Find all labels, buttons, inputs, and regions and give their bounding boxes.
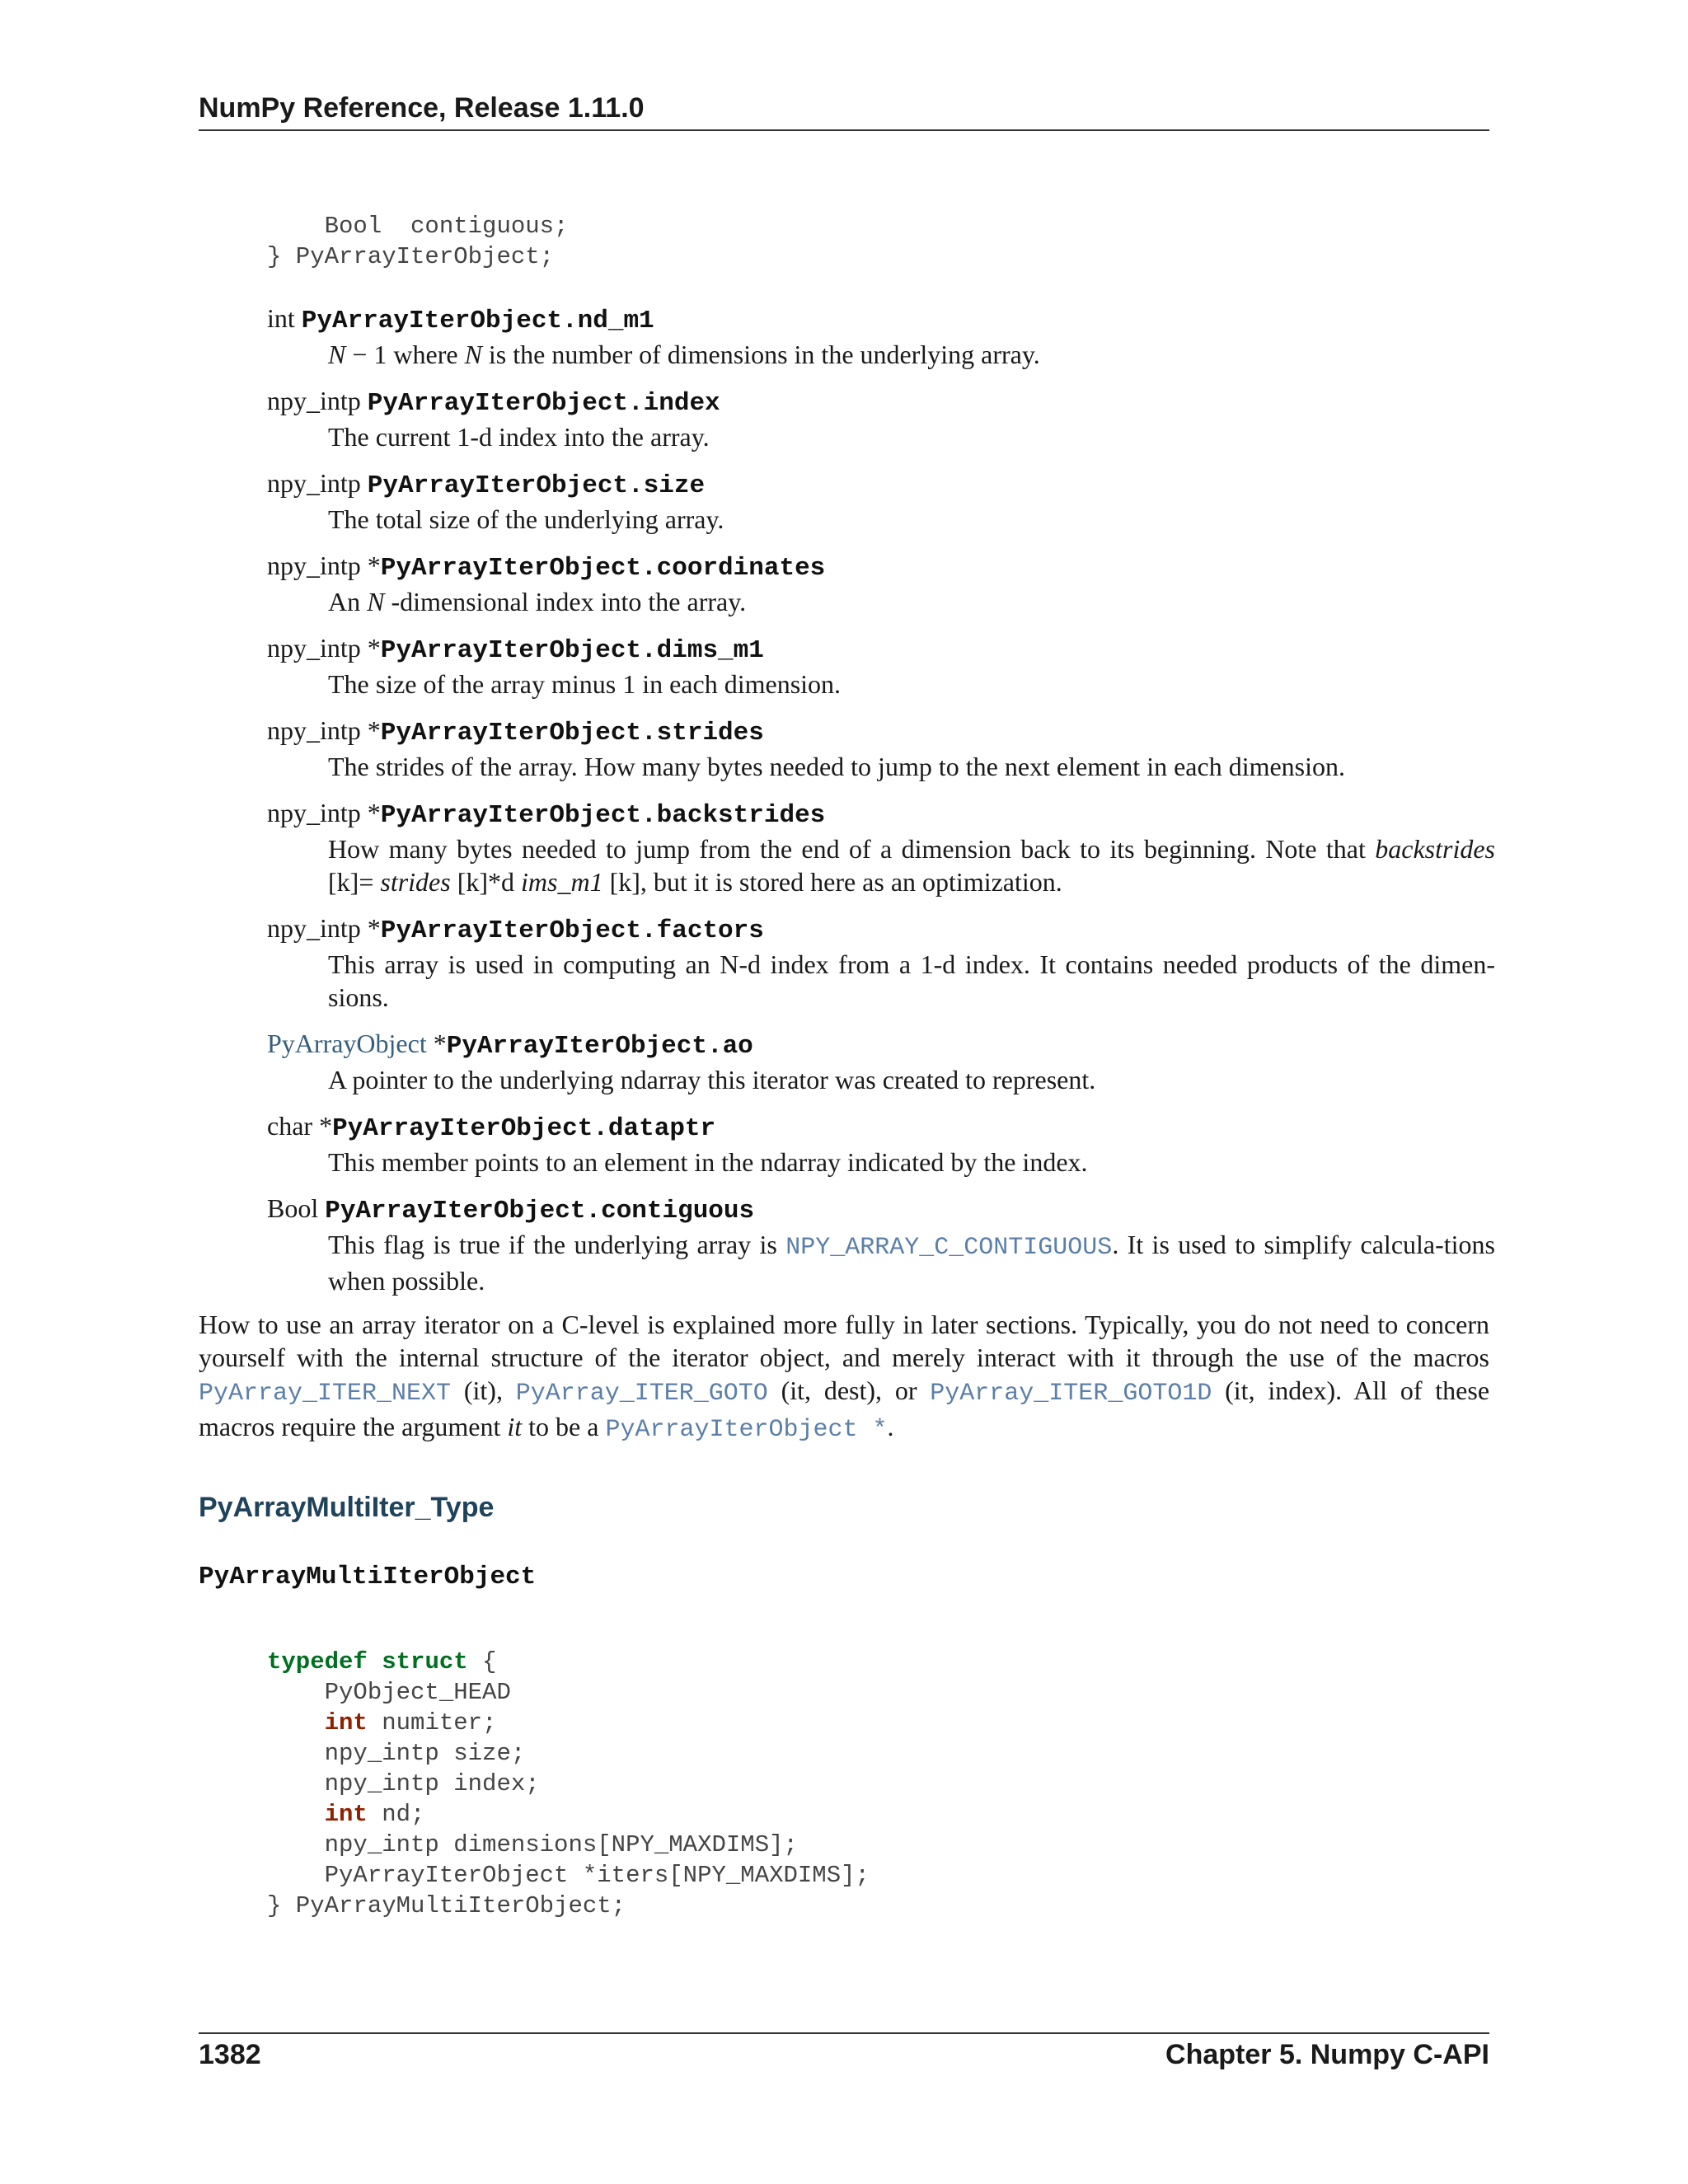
desc-text: [k], but it is stored here as an optimization. — [603, 867, 1062, 897]
code-line: npy_intp index; — [267, 1770, 540, 1797]
member-type: npy_intp — [267, 551, 361, 580]
member-ao — [267, 1027, 1495, 1096]
code-line: Bool contiguous; — [267, 213, 569, 240]
member-factors — [267, 912, 1495, 1014]
member-name: PyArrayIterObject.nd_m1 — [301, 307, 654, 335]
member-type: npy_intp — [267, 386, 361, 415]
member-description: The current 1-d index into the array. — [328, 422, 710, 452]
page-number: 1382 — [199, 2039, 261, 2070]
member-name: PyArrayIterObject.ao — [446, 1032, 753, 1061]
member-signature — [267, 714, 1495, 750]
member-signature — [267, 796, 1495, 832]
para-text: (it, index). All of these macros require the argument — [199, 1376, 1490, 1441]
member-type: npy_intp — [267, 715, 361, 745]
code-text: numiter; — [367, 1709, 497, 1736]
member-nd-m1 — [267, 302, 1495, 371]
member-type: npy_intp — [267, 633, 361, 663]
member-backstrides — [267, 796, 1495, 898]
keyword-struct: struct — [382, 1648, 468, 1675]
desc-text: How many bytes needed to jump from the end of a dimension back to its beginning. Note that — [328, 834, 1376, 864]
member-description: The total size of the underlying array. — [328, 504, 724, 534]
math-var: N — [464, 340, 482, 369]
header-rule — [199, 129, 1489, 131]
desc-emphasis: backstrides — [1375, 834, 1495, 864]
code-text: { — [467, 1648, 497, 1675]
member-name: PyArrayIterObject.strides — [380, 719, 764, 748]
member-type: char — [267, 1111, 313, 1141]
desc-text: − 1 where — [345, 340, 465, 369]
desc-emphasis: strides — [380, 867, 451, 897]
member-type: Bool — [267, 1193, 319, 1223]
desc-text: [k]= — [328, 867, 381, 897]
desc-text: -dimensional index into the array. — [384, 587, 747, 616]
member-description: The strides of the array. How many bytes needed to jump to the next element in each dimension. — [328, 752, 1346, 781]
pointer-star: * — [319, 1111, 333, 1141]
macro-link-iter-next[interactable]: PyArray_ITER_NEXT — [199, 1380, 452, 1408]
member-description — [328, 338, 1495, 371]
keyword-int: int — [324, 1801, 368, 1828]
member-signature — [267, 466, 1495, 503]
code-line: npy_intp size; — [267, 1740, 526, 1767]
desc-text: . It is used to simplify calcula-tions when possible. — [328, 1230, 1496, 1296]
pointer-star: * — [367, 633, 381, 663]
member-name: PyArrayIterObject.index — [367, 389, 720, 418]
member-name: PyArrayIterObject.backstrides — [380, 801, 826, 830]
para-text: to be a — [522, 1412, 606, 1441]
desc-text: is the number of dimensions in the underlying array. — [481, 340, 1040, 369]
member-description: This member points to an element in the ndarray indicated by the index. — [328, 1147, 1088, 1177]
para-text: . — [887, 1412, 894, 1441]
member-signature — [267, 1109, 1495, 1146]
type-name: PyArrayMultiIterObject — [199, 1563, 537, 1591]
member-name: PyArrayIterObject.coordinates — [380, 554, 826, 583]
desc-text: [k]*d — [450, 867, 522, 897]
type-link[interactable]: PyArrayObject — [267, 1029, 427, 1058]
member-type: npy_intp — [267, 468, 361, 498]
section-heading[interactable]: PyArrayMultiIter_Type — [199, 1492, 495, 1523]
keyword-int: int — [324, 1709, 368, 1736]
code-text: nd; — [367, 1801, 425, 1828]
para-text: (it), — [451, 1376, 516, 1405]
member-description: This array is used in computing an N-d index from a 1-d index. It contains needed products of the dimen-sions. — [328, 949, 1495, 1012]
member-signature — [267, 1192, 1495, 1228]
member-signature — [267, 549, 1495, 585]
code-line: npy_intp dimensions[NPY_MAXDIMS]; — [267, 1831, 798, 1858]
pointer-star: * — [367, 913, 381, 943]
member-size — [267, 466, 1495, 536]
para-emphasis: it — [507, 1412, 523, 1441]
code-line: PyArrayIterObject *iters[NPY_MAXDIMS]; — [267, 1862, 870, 1889]
math-var: N — [367, 587, 385, 616]
member-description: The size of the array minus 1 in each dimension. — [328, 669, 842, 699]
member-index — [267, 384, 1495, 453]
member-type: int — [267, 303, 295, 333]
usage-paragraph — [199, 1308, 1489, 1446]
member-description: A pointer to the underlying ndarray this iterator was created to represent. — [328, 1065, 1096, 1094]
macro-link-iter-goto[interactable]: PyArray_ITER_GOTO — [515, 1380, 768, 1408]
member-name: PyArrayIterObject.dataptr — [332, 1114, 716, 1143]
member-signature — [267, 302, 1495, 338]
member-name: PyArrayIterObject.dims_m1 — [380, 636, 764, 665]
member-coordinates — [267, 549, 1495, 618]
pointer-star: * — [367, 551, 381, 580]
pointer-star: * — [433, 1029, 447, 1058]
type-link-iter-object[interactable]: PyArrayIterObject * — [605, 1416, 888, 1444]
member-description — [328, 1228, 1495, 1297]
pointer-star: * — [367, 798, 381, 827]
member-dims-m1 — [267, 631, 1495, 701]
para-text: How to use an array iterator on a C-level is explained more fully in later sections. Typically, you do not need to concern yourself with the internal structure of the iterator object, and merely interact with it through the use of the macros — [199, 1310, 1489, 1372]
code-block-struct — [267, 1647, 870, 1921]
member-type: npy_intp — [267, 913, 361, 943]
member-dataptr — [267, 1109, 1495, 1179]
member-strides — [267, 714, 1495, 783]
member-signature — [267, 1027, 1495, 1063]
footer-rule — [199, 2032, 1489, 2034]
code-block-top — [267, 211, 568, 272]
pointer-star: * — [367, 715, 381, 745]
math-var: N — [328, 340, 346, 369]
desc-text: An — [328, 587, 368, 616]
member-signature — [267, 384, 1495, 420]
member-contiguous — [267, 1192, 1495, 1297]
code-line: } PyArrayIterObject; — [267, 243, 555, 270]
member-name: PyArrayIterObject.contiguous — [325, 1197, 755, 1226]
running-header: NumPy Reference, Release 1.11.0 — [199, 92, 645, 124]
desc-text: This flag is true if the underlying array is — [328, 1230, 786, 1259]
member-signature — [267, 631, 1495, 668]
code-line: PyObject_HEAD — [267, 1679, 511, 1706]
para-text: (it, dest), or — [767, 1376, 931, 1405]
member-name: PyArrayIterObject.factors — [380, 916, 764, 945]
member-description — [328, 585, 1495, 618]
chapter-title: Chapter 5. Numpy C-API — [1165, 2039, 1489, 2070]
member-name: PyArrayIterObject.size — [367, 471, 706, 500]
member-signature — [267, 912, 1495, 948]
member-description — [328, 832, 1495, 898]
desc-emphasis: ims_m1 — [521, 867, 603, 897]
member-type: npy_intp — [267, 798, 361, 827]
code-line: } PyArrayMultiIterObject; — [267, 1892, 626, 1919]
macro-link-iter-goto1d[interactable]: PyArray_ITER_GOTO1D — [930, 1380, 1212, 1408]
keyword-typedef: typedef — [267, 1648, 368, 1675]
flag-link[interactable]: NPY_ARRAY_C_CONTIGUOUS — [785, 1234, 1113, 1262]
